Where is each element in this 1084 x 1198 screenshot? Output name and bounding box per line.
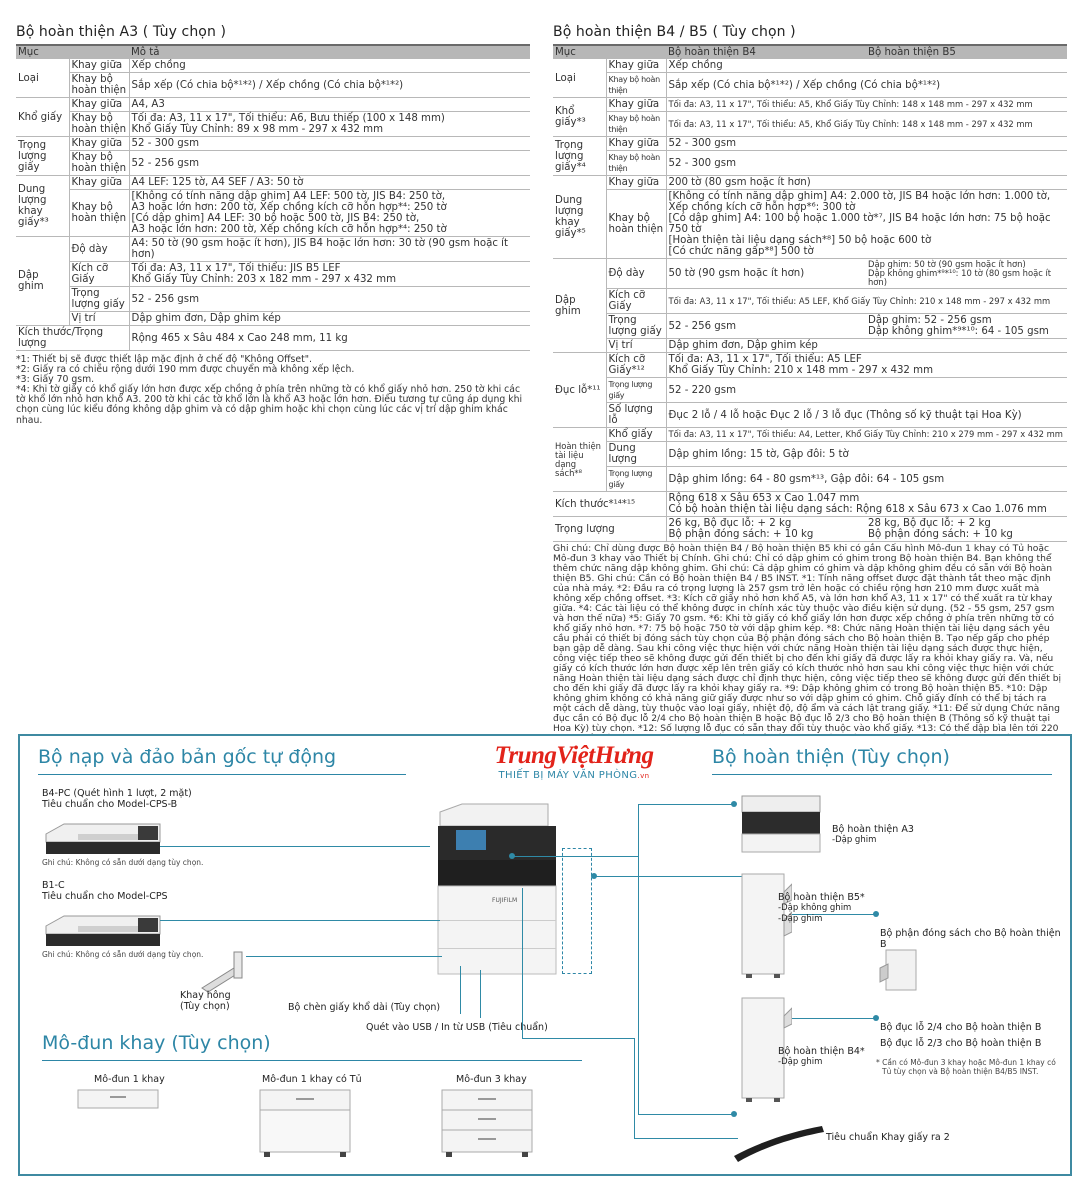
- finisher-heading: Bộ hoàn thiện (Tùy chọn): [712, 746, 950, 768]
- heading-underline: [712, 774, 1052, 775]
- connector-dot: [873, 1015, 879, 1021]
- table-row: Khay bộ hoàn thiện 52 - 300 gsm: [553, 151, 1067, 176]
- table-row: Trọng lượng giấy 52 - 220 gsm: [553, 378, 1067, 403]
- table-row: Dung lượng Dập ghim lồng: 15 tờ, Gập đôi: 5 tờ: [553, 442, 1067, 467]
- a3-spec-table: [16, 46, 530, 351]
- table-row: Trọng lượng giấy Khay giữa 52 - 300 gsm: [16, 137, 530, 151]
- table-row: Khổ giấy*³ Khay giữa Tối đa: A3, 11 x 17", Tối thiểu: A5, Khổ Giấy Tùy Chỉnh: 148 x 148 mm - 297 x 432 mm: [553, 98, 1067, 112]
- table-row: Dập ghim Độ dày A4: 50 tờ (90 gsm hoặc ít hơn), JIS B4 hoặc lớn hơn: 30 tờ (90 gsm hoặc ít hơn): [16, 237, 530, 262]
- table-row: Dung lượng khay giấy*⁵ Khay giữa 200 tờ (80 gsm hoặc ít hơn): [553, 176, 1067, 190]
- table-row: Khay bộ hoàn thiện [Không có tính năng dập ghim] A4: 2.000 tờ, JIS B4 hoặc lớn hơn: 1.000 tờ, Xếp chồng kích cỡ hỗn hợp*⁶: 300 tờ [Có dập ghim] A4: 100 bộ hoặc 1.000 tờ*⁷, JIS B4 hoặc lớn hơn: 75 bộ hoặc 750 tờ [Hoàn thiện tài liệu dạng sách*⁸] 50 bộ hoặc 600 tờ [Có chức năng gấp*⁸] 500 tờ: [553, 190, 1067, 259]
- table-row: Vị trí Dập ghim đơn, Dập ghim kép: [553, 339, 1067, 353]
- a3-section-title: Bộ hoàn thiện A3 ( Tùy chọn ): [16, 24, 227, 40]
- table-row: Đục lỗ*¹¹ Kích cỡ Giấy*¹² Tối đa: A3, 11 x 17", Tối thiểu: A5 LEF Khổ Giấy Tùy Chỉnh: 210 x 148 mm - 297 x 432 mm: [553, 353, 1067, 378]
- connector-line: [790, 1018, 876, 1019]
- booklet-maker-icon: [876, 944, 922, 996]
- table-row: Trọng lượng 26 kg, Bộ đục lỗ: + 2 kg Bộ phận đóng sách: + 10 kg 28 kg, Bộ đục lỗ: + 2 kg Bộ phận đóng sách: + 10 kg: [553, 517, 1067, 542]
- adf-heading: Bộ nạp và đảo bản gốc tự động: [38, 746, 337, 768]
- adf-b4pc-image: [42, 820, 164, 856]
- table-row: Dập ghim Độ dày 50 tờ (90 gsm hoặc ít hơn) Dập ghim: 50 tờ (90 gsm hoặc ít hơn) Dập không ghim*⁹*¹⁰: 10 tờ (80 gsm hoặc ít hơn): [553, 259, 1067, 289]
- configuration-diagram: Bộ nạp và đảo bản gốc tự động Bộ hoàn thiện (Tùy chọn) Mô-đun khay (Tùy chọn) TrungViệtHưng THIẾT BỊ MÁY VĂN PHÒNG.vn B4-PC (Quét hình 1 lượt, 2 mặt) Tiêu chuẩn cho Model-CPS-B Ghi chú: Không có sẵn dưới dạng tùy chọn. B1-C Tiêu chuẩn cho Model-CPS Ghi chú: Không có sẵn dưới dạng tùy chọn. Khay hông (Tùy chọn) Bộ chèn giấy khổ dài (Tùy chọn) Quét vào USB / In từ USB (Tiêu chuẩn) FUJIFILM Bộ hoàn thiện A3 -Dập ghim Bộ hoàn thiện B5* -Dập không ghim -Dập ghim Bộ phận đóng sách cho Bộ hoàn thiện B Bộ đục lỗ 2/4 cho Bộ hoàn thiện B Bộ đục lỗ 2/3 cho Bộ hoàn thiện B Bộ hoàn thiện B4* -Dập ghim * Cần có Mô-đun 3 khay hoặc Mô-đun 1 khay có Tủ tùy chọn và Bộ hoàn thiện B4/B5 INST. Tiêu chuẩn Khay giấy ra 2 Mô-đun 1 khay Mô-đun 1 khay có Tủ Mô-đun 3 khay: [18, 734, 1072, 1176]
- a3-finisher-section: [16, 24, 530, 426]
- booklet-maker-image: [876, 944, 922, 996]
- b4b5-spec-table: [553, 46, 1067, 542]
- table-row: Số lượng lỗ Đục 2 lỗ / 4 lỗ hoặc Đục 2 lỗ / 3 lỗ đục (Thông số kỹ thuật tại Hoa Kỳ): [553, 403, 1067, 428]
- table-row: Kích cỡ Giấy Tối đa: A3, 11 x 17", Tối thiểu: JIS B5 LEF Khổ Giấy Tùy Chỉnh: 203 x 182 mm - 297 x 432 mm: [16, 262, 530, 287]
- connector-line: [512, 856, 638, 857]
- dashed-finisher-slot: [562, 848, 592, 974]
- table-header: Mục Bộ hoàn thiện B4 Bộ hoàn thiện B5: [553, 46, 1067, 59]
- connector-line: [480, 970, 481, 1018]
- printer-brand-text: FUJIFILM: [492, 897, 518, 904]
- table-row: Loại Khay giữa Xếp chồng: [16, 59, 530, 73]
- table-row: Trọng lượng giấy*⁴ Khay giữa 52 - 300 gsm: [553, 137, 1067, 151]
- table-header: Mục Mô tả: [16, 46, 530, 59]
- finisher-icon: [734, 870, 792, 980]
- table-row: Khay bộ hoàn thiện 52 - 256 gsm: [16, 151, 530, 176]
- tray-module-1-image: [76, 1088, 160, 1110]
- tray-module-icon: [76, 1088, 160, 1110]
- table-row: Loại Khay giữa Xếp chồng: [553, 59, 1067, 73]
- connector-line: [638, 804, 734, 805]
- table-row: Kích thước*¹⁴*¹⁵ Rộng 618 x Sâu 653 x Cao 1.047 mm Có bộ hoàn thiện tài liệu dạng sách: Rộng 618 x Sâu 673 x Cao 1.076 mm: [553, 492, 1067, 517]
- output-tray-icon: [730, 1122, 828, 1162]
- trungviethung-logo: TrungViệtHưng THIẾT BỊ MÁY VĂN PHÒNG.vn: [494, 742, 654, 781]
- table-row: Khổ giấy Khay giữa A4, A3: [16, 98, 530, 112]
- main-printer-image: [432, 802, 562, 978]
- connector-line: [522, 888, 523, 1038]
- printer-icon: [432, 802, 562, 978]
- table-row: Kích thước/Trọng lượng Rộng 465 x Sâu 484 x Cao 248 mm, 11 kg: [16, 326, 530, 351]
- table-row: Khay bộ hoàn thiện Sắp xếp (Có chia bộ*¹*²) / Xếp chồng (Có chia bộ*¹*²): [553, 73, 1067, 98]
- b4b5-section-title: Bộ hoàn thiện B4 / B5 ( Tùy chọn ): [553, 24, 796, 40]
- adf-b1c-image: [42, 912, 164, 948]
- heading-underline: [42, 1060, 582, 1061]
- table-row: Khay bộ hoàn thiện Tối đa: A3, 11 x 17", Tối thiểu: A6, Bưu thiếp (100 x 148 mm) Khổ Giấy Tùy Chỉnh: 89 x 98 mm - 297 x 432 mm: [16, 112, 530, 137]
- heading-underline: [38, 774, 406, 775]
- b4b5-footnotes: Ghi chú: Chỉ dùng được Bộ hoàn thiện B4 / Bộ hoàn thiện B5 khi có gắn Cấu hình Mô-đun 1 khay có Tủ hoặc Mô-đun 3 khay vào Thiết bị Chính. Ghi chú: Chỉ có dập ghim có ghim trong Bộ hoàn thiện B4. Bạn không thể thêm chức năng dập không ghim. Ghi chú: Cả dập ghim có ghim và dập không ghim đều có sẵn với Bộ hoàn thiện B5. Ghi chú: Cần có Bộ hoàn thiện B4 / B5 INST. *1: Tính năng offset được đặt thành tắt theo mặc định của nhà máy. *2: Đầu ra có trọng lượng là 257 gsm trở lên hoặc có chiều rộng hơn 210 mm được xuất mà không xếp chồng offset. *3: Kích cỡ giấy nhỏ hơn khổ A5, và lớn hơn khổ A3, 11 x 17" có thể xuất ra từ khay giữa. *4: Các tài liệu có thể không được in chính xác tùy thuộc vào điều kiện sử dụng. (52 - 55 gsm, 257 gsm và hơn thế nữa) *5: Giấy 70 gsm. *6: Khi tờ giấy có khổ giấy lớn hơn được xếp chồng ở phía trên những tờ có khổ giấy nhỏ hơn. *7: 75 bộ hoặc 750 tờ với dập ghim kép. *8: Chức năng Hoàn thiện tài liệu dạng sách yêu cầu phải có thiết bị đóng sách tùy chọn của Bộ phận đóng sách cho Bộ hoàn thiện B. Tạo nếp gấp cho phép bạn gập dễ dàng. Sau khi công việc thực hiện với chức năng Hoàn thiện tài liệu dạng sách được thực hiện, công việc tiếp theo sẽ không được gửi đến thiết bị cho đến khi giấy đã được lấy ra khỏi khay giấy ra. Và, nếu giấy có kích thước lớn hơn được xếp lên trên giấy có kích thước nhỏ hơn sau khi công việc thực hiện với chức năng Hoàn thiện tài liệu dạng sách được chỉ định thực hiện, công việc tiếp theo sẽ không được gửi đến thiết bị cho đến khi giấy đã được lấy ra khỏi khay giấy ra. *9: Dập không ghim có trong Bộ hoàn thiện B5. *10: Dập không ghim không có khả năng giữ giấy được như so với dập ghim có ghim. Chỗ giấy đính có thể bị tách ra một cách dễ dàng, tùy thuộc vào loại giấy, nhiệt độ, độ ẩm và cách lật trang giấy. *11: Để sử dụng Chức năng đục cần có Bộ đục lỗ 2/4 cho Bộ hoàn thiện B hoặc Bộ đục lỗ 2/3 cho Bộ hoàn thiện B (Thông số kỹ thuật tại Hoa Kỳ) tùy chọn. *12: Số lượng lỗ đục có sẵn thay đổi tùy thuộc vào khổ giấy. *13: Có thể dập bìa lên tới 220: [553, 543, 1062, 734]
- a3-finisher-image: [736, 790, 826, 856]
- table-row: Trọng lượng giấy 52 - 256 gsm Dập ghim: 52 - 256 gsm Dập không ghim*⁹*¹⁰: 64 - 105 gsm: [553, 314, 1067, 339]
- table-row: Vị trí Dập ghim đơn, Dập ghim kép: [16, 312, 530, 326]
- connector-line: [160, 920, 440, 921]
- connector-line: [594, 876, 744, 877]
- connector-line: [638, 1114, 734, 1115]
- connector-line: [634, 1138, 738, 1139]
- scanner-icon: [42, 912, 164, 948]
- connector-line: [638, 804, 639, 1114]
- b4b5-finisher-section: [553, 24, 1067, 744]
- tray-module-icon: [440, 1088, 534, 1158]
- tray-module-icon: [258, 1088, 352, 1158]
- tray-module-cabinet-image: [258, 1088, 352, 1158]
- connector-line: [522, 1038, 634, 1039]
- connector-line: [460, 966, 461, 1014]
- connector-line: [160, 846, 430, 847]
- finisher-icon: [736, 790, 826, 856]
- tray-module-heading: Mô-đun khay (Tùy chọn): [42, 1032, 271, 1054]
- connector-dot: [873, 911, 879, 917]
- bypass-tray-icon: [200, 948, 246, 994]
- scanner-icon: [42, 820, 164, 856]
- table-row: Trọng lượng giấy 52 - 256 gsm: [16, 287, 530, 312]
- table-row: Khay bộ hoàn thiện [Không có tính năng dập ghim] A4 LEF: 500 tờ, JIS B4: 250 tờ, A3 hoặc lớn hơn: 200 tờ, Xếp chồng kích cỡ hỗn hợp*⁴: 250 tờ [Có dập ghim] A4 LEF: 30 bộ hoặc 500 tờ, JIS B4: 250 tờ, A3 hoặc lớn hơn: 200 tờ, Xếp chồng kích cỡ hỗn hợp*⁴: 250 tờ: [16, 190, 530, 237]
- tray-module-3-image: [440, 1088, 534, 1158]
- table-row: Khay bộ hoàn thiện Sắp xếp (Có chia bộ*¹*²) / Xếp chồng (Có chia bộ*¹*²): [16, 73, 530, 98]
- connector-line: [246, 956, 442, 957]
- table-row: Dung lượng khay giấy*³ Khay giữa A4 LEF: 125 tờ, A4 SEF / A3: 50 tờ: [16, 176, 530, 190]
- output-tray-image: [730, 1122, 828, 1162]
- table-row: Trọng lượng giấy Dập ghim lồng: 64 - 80 gsm*¹³, Gập đôi: 64 - 105 gsm: [553, 467, 1067, 492]
- a3-footnotes: *1: Thiết bị sẽ được thiết lập mặc định ở chế độ "Không Offset". *2: Giấy ra có chiều rộng dưới 190 mm được chuyển mà không xếp lệch. *3: Giấy 70 gsm. *4: Khi tờ giấy có khổ giấy lớn hơn được xếp chồng ở phía trên những tờ có khổ giấy nhỏ hơn. 250 tờ khi các tờ khổ lớn nhỏ hơn khổ A3. 200 tờ khi các tờ khổ lớn là khổ A3 hoặc lớn hơn. Điều tương tự cũng áp dụng khi chọn cùng lúc kiểu đóng không dập ghim và có dập ghim hoặc khi chọn cùng lúc các vị trí dập ghim khác nhau.: [16, 354, 523, 426]
- table-row: Khay bộ hoàn thiện Tối đa: A3, 11 x 17", Tối thiểu: A5, Khổ Giấy Tùy Chỉnh: 148 x 148 mm - 297 x 432 mm: [553, 112, 1067, 137]
- side-tray-image: [200, 948, 246, 994]
- connector-dot: [731, 1111, 737, 1117]
- table-row: Kích cỡ Giấy Tối đa: A3, 11 x 17", Tối thiểu: A5 LEF, Khổ Giấy Tùy Chỉnh: 210 x 148 mm - 297 x 432 mm: [553, 289, 1067, 314]
- connector-line: [634, 1038, 635, 1138]
- connector-dot: [509, 853, 515, 859]
- table-row: Hoàn thiện tài liệu dạng sách*⁸ Khổ giấy Tối đa: A3, 11 x 17", Tối thiểu: A4, Letter, Khổ Giấy Tùy Chỉnh: 210 x 279 mm - 297 x 432 mm: [553, 428, 1067, 442]
- b5-finisher-image: [734, 870, 792, 980]
- connector-dot: [591, 873, 597, 879]
